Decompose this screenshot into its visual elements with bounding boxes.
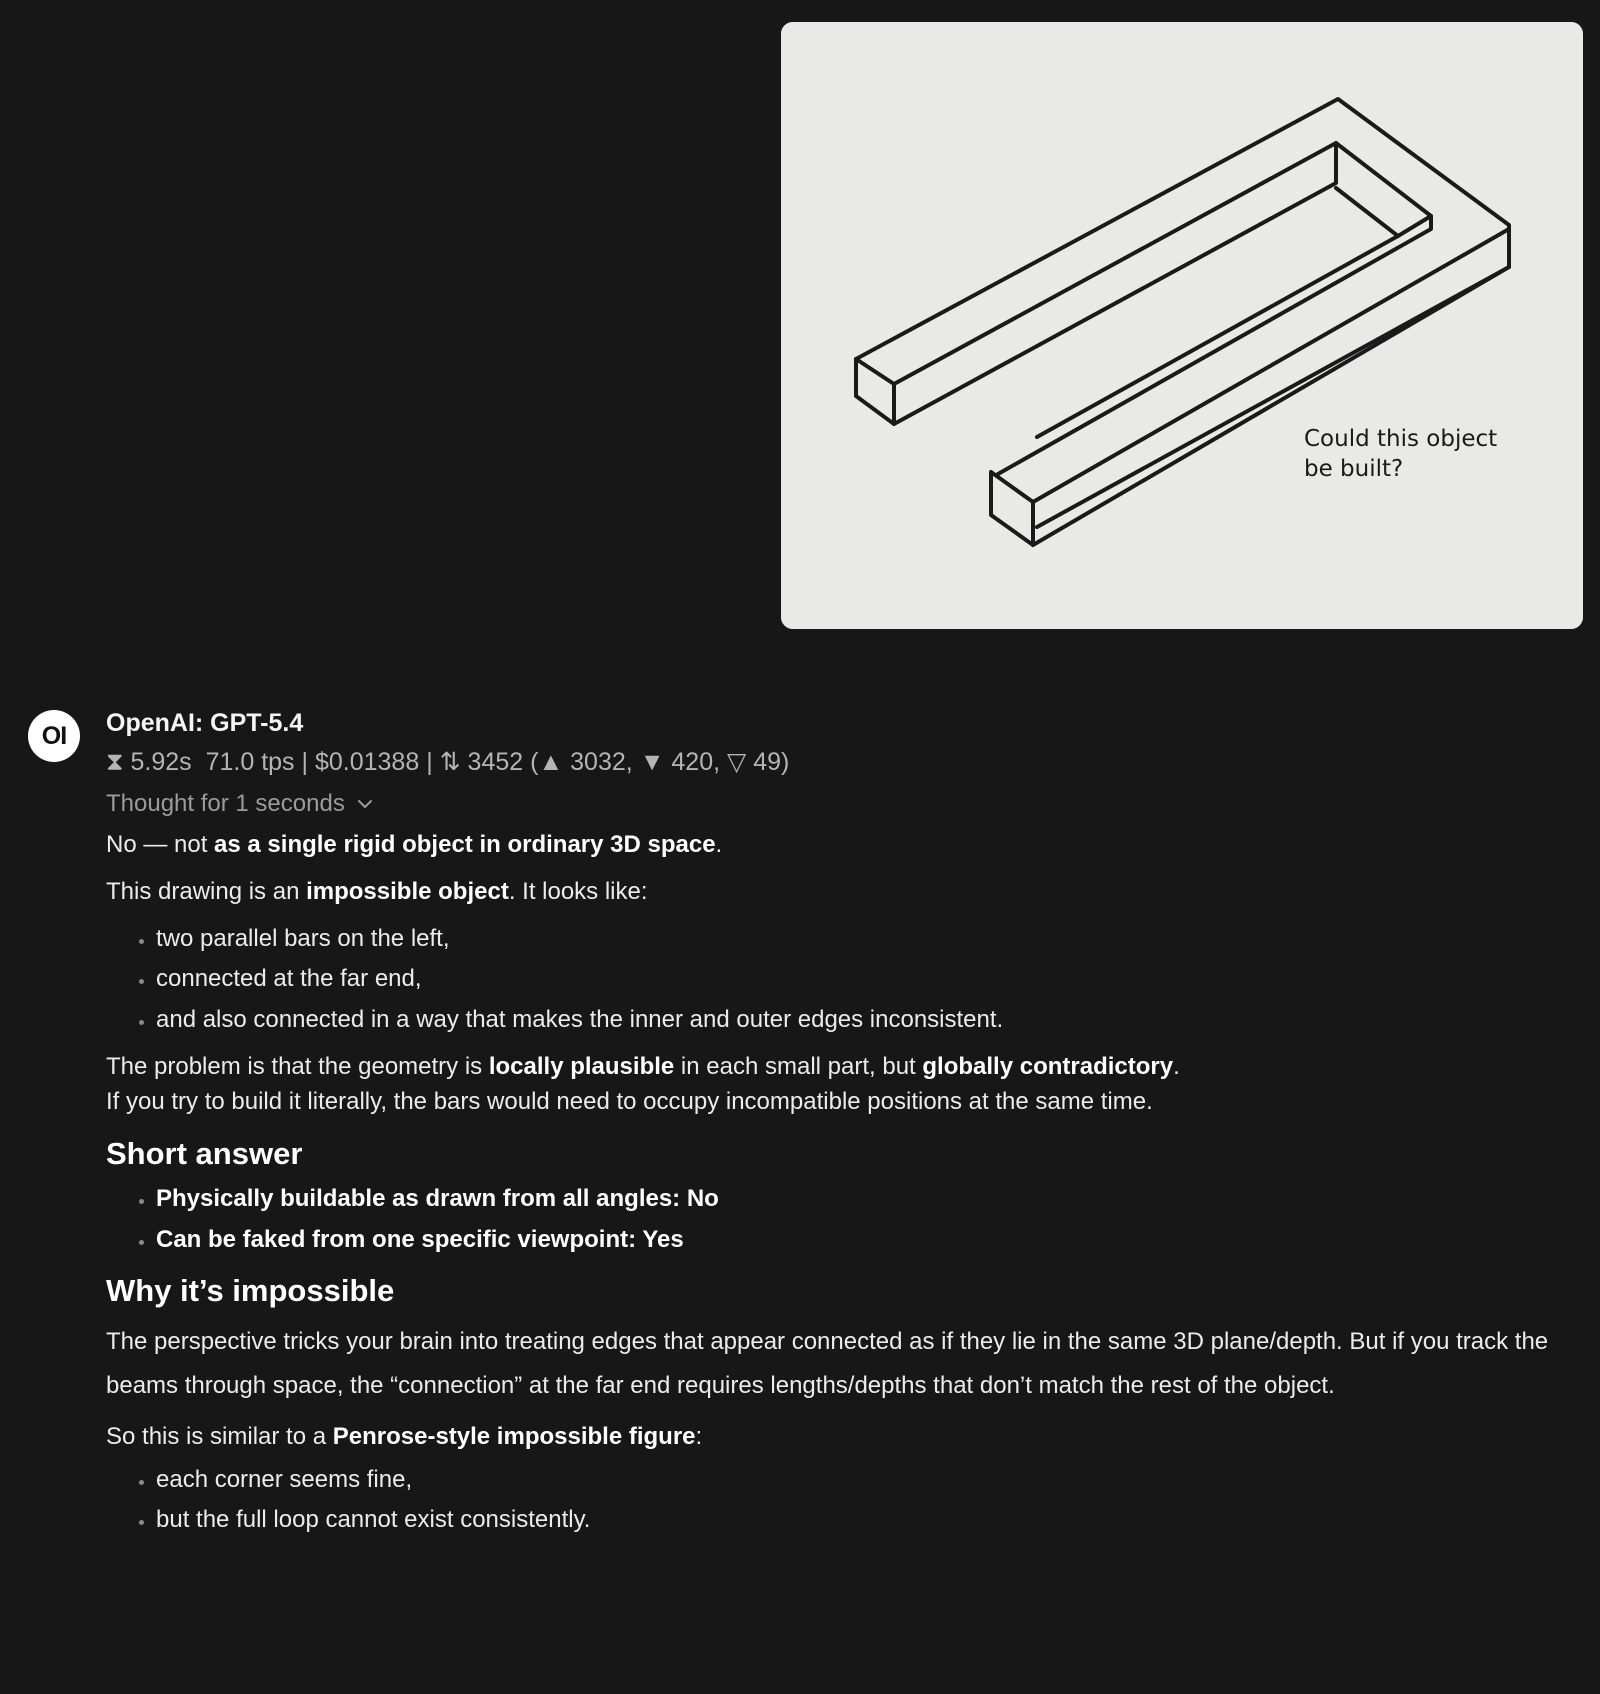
drawing-caption-line-2: be built? (1304, 456, 1404, 482)
list-item: • and also connected in a way that makes the inner and outer edges inconsistent. (156, 1003, 1586, 1038)
list-item: • but the full loop cannot exist consistently. (156, 1503, 1586, 1538)
cost-value: $0.01388 (314, 748, 420, 776)
reasoning-tokens-icon: ▽ (727, 748, 747, 776)
list-item: • two parallel bars on the left, (156, 922, 1586, 957)
speed-value: 71.0 tps (205, 748, 295, 776)
answer-paragraph-1: No — not as a single rigid object in ordinary 3D space. (106, 831, 723, 858)
penrose-list (106, 1463, 1586, 1539)
generation-stats: ⧗ 5.92s 71.0 tps | $0.01388 | ⇅ 3452 (▲ 3032, ▼ 420, ▽ 49) (106, 744, 1586, 780)
total-tokens-value: 3452 (467, 748, 524, 776)
impossible-object-drawing (781, 22, 1583, 629)
input-tokens-value: 3032 (570, 748, 626, 776)
list-item: • Physically buildable as drawn from all angles: No (156, 1182, 1586, 1217)
thought-toggle[interactable] (106, 786, 375, 822)
short-answer-list (106, 1182, 1586, 1258)
divider: | (426, 748, 433, 776)
heading-short-answer: Short answer (106, 1135, 303, 1171)
input-tokens-icon: ▲ (538, 748, 564, 776)
answer-paragraph-5: So this is similar to a Penrose-style impossible figure: (106, 1422, 703, 1450)
reasoning-tokens-value: 49 (753, 748, 782, 776)
divider: | (301, 748, 308, 776)
heading-why-impossible: Why it’s impossible (106, 1273, 395, 1309)
looks-like-list (106, 922, 1586, 1038)
output-tokens-icon: ▼ (639, 748, 665, 776)
list-item: • Can be faked from one specific viewpoint: Yes (156, 1223, 1586, 1258)
model-avatar: OI (28, 710, 80, 762)
answer-paragraph-2: This drawing is an impossible object. It looks like: (106, 877, 648, 905)
hourglass-icon: ⧗ (106, 748, 124, 776)
answer-paragraph-3: The problem is that the geometry is locally plausible in each small part, but globally contradictory. If you try to build it literally, the bars would need to occupy incompatible positions at the same time. (106, 1052, 1180, 1115)
user-uploaded-image[interactable] (781, 22, 1583, 629)
assistant-message (106, 706, 1586, 1550)
output-tokens-value: 420 (671, 748, 714, 776)
list-item: • each corner seems fine, (156, 1463, 1586, 1498)
answer-paragraph-4: The perspective tricks your brain into treating edges that appear connected as if they lie in the same 3D plane/depth. But if you track the beams through space, the “connection” at the far end requires lengths/depths that don’t match the rest of the object. (106, 1327, 1549, 1399)
list-item: • connected at the far end, (156, 962, 1586, 997)
model-name: OpenAI: GPT-5.4 (106, 709, 304, 737)
swap-arrows-icon: ⇅ (439, 748, 461, 776)
chevron-down-icon (355, 794, 375, 814)
thought-label: Thought for 1 seconds (106, 790, 345, 817)
duration-value: 5.92s (130, 748, 192, 776)
drawing-caption-line-1: Could this object (1304, 426, 1498, 452)
